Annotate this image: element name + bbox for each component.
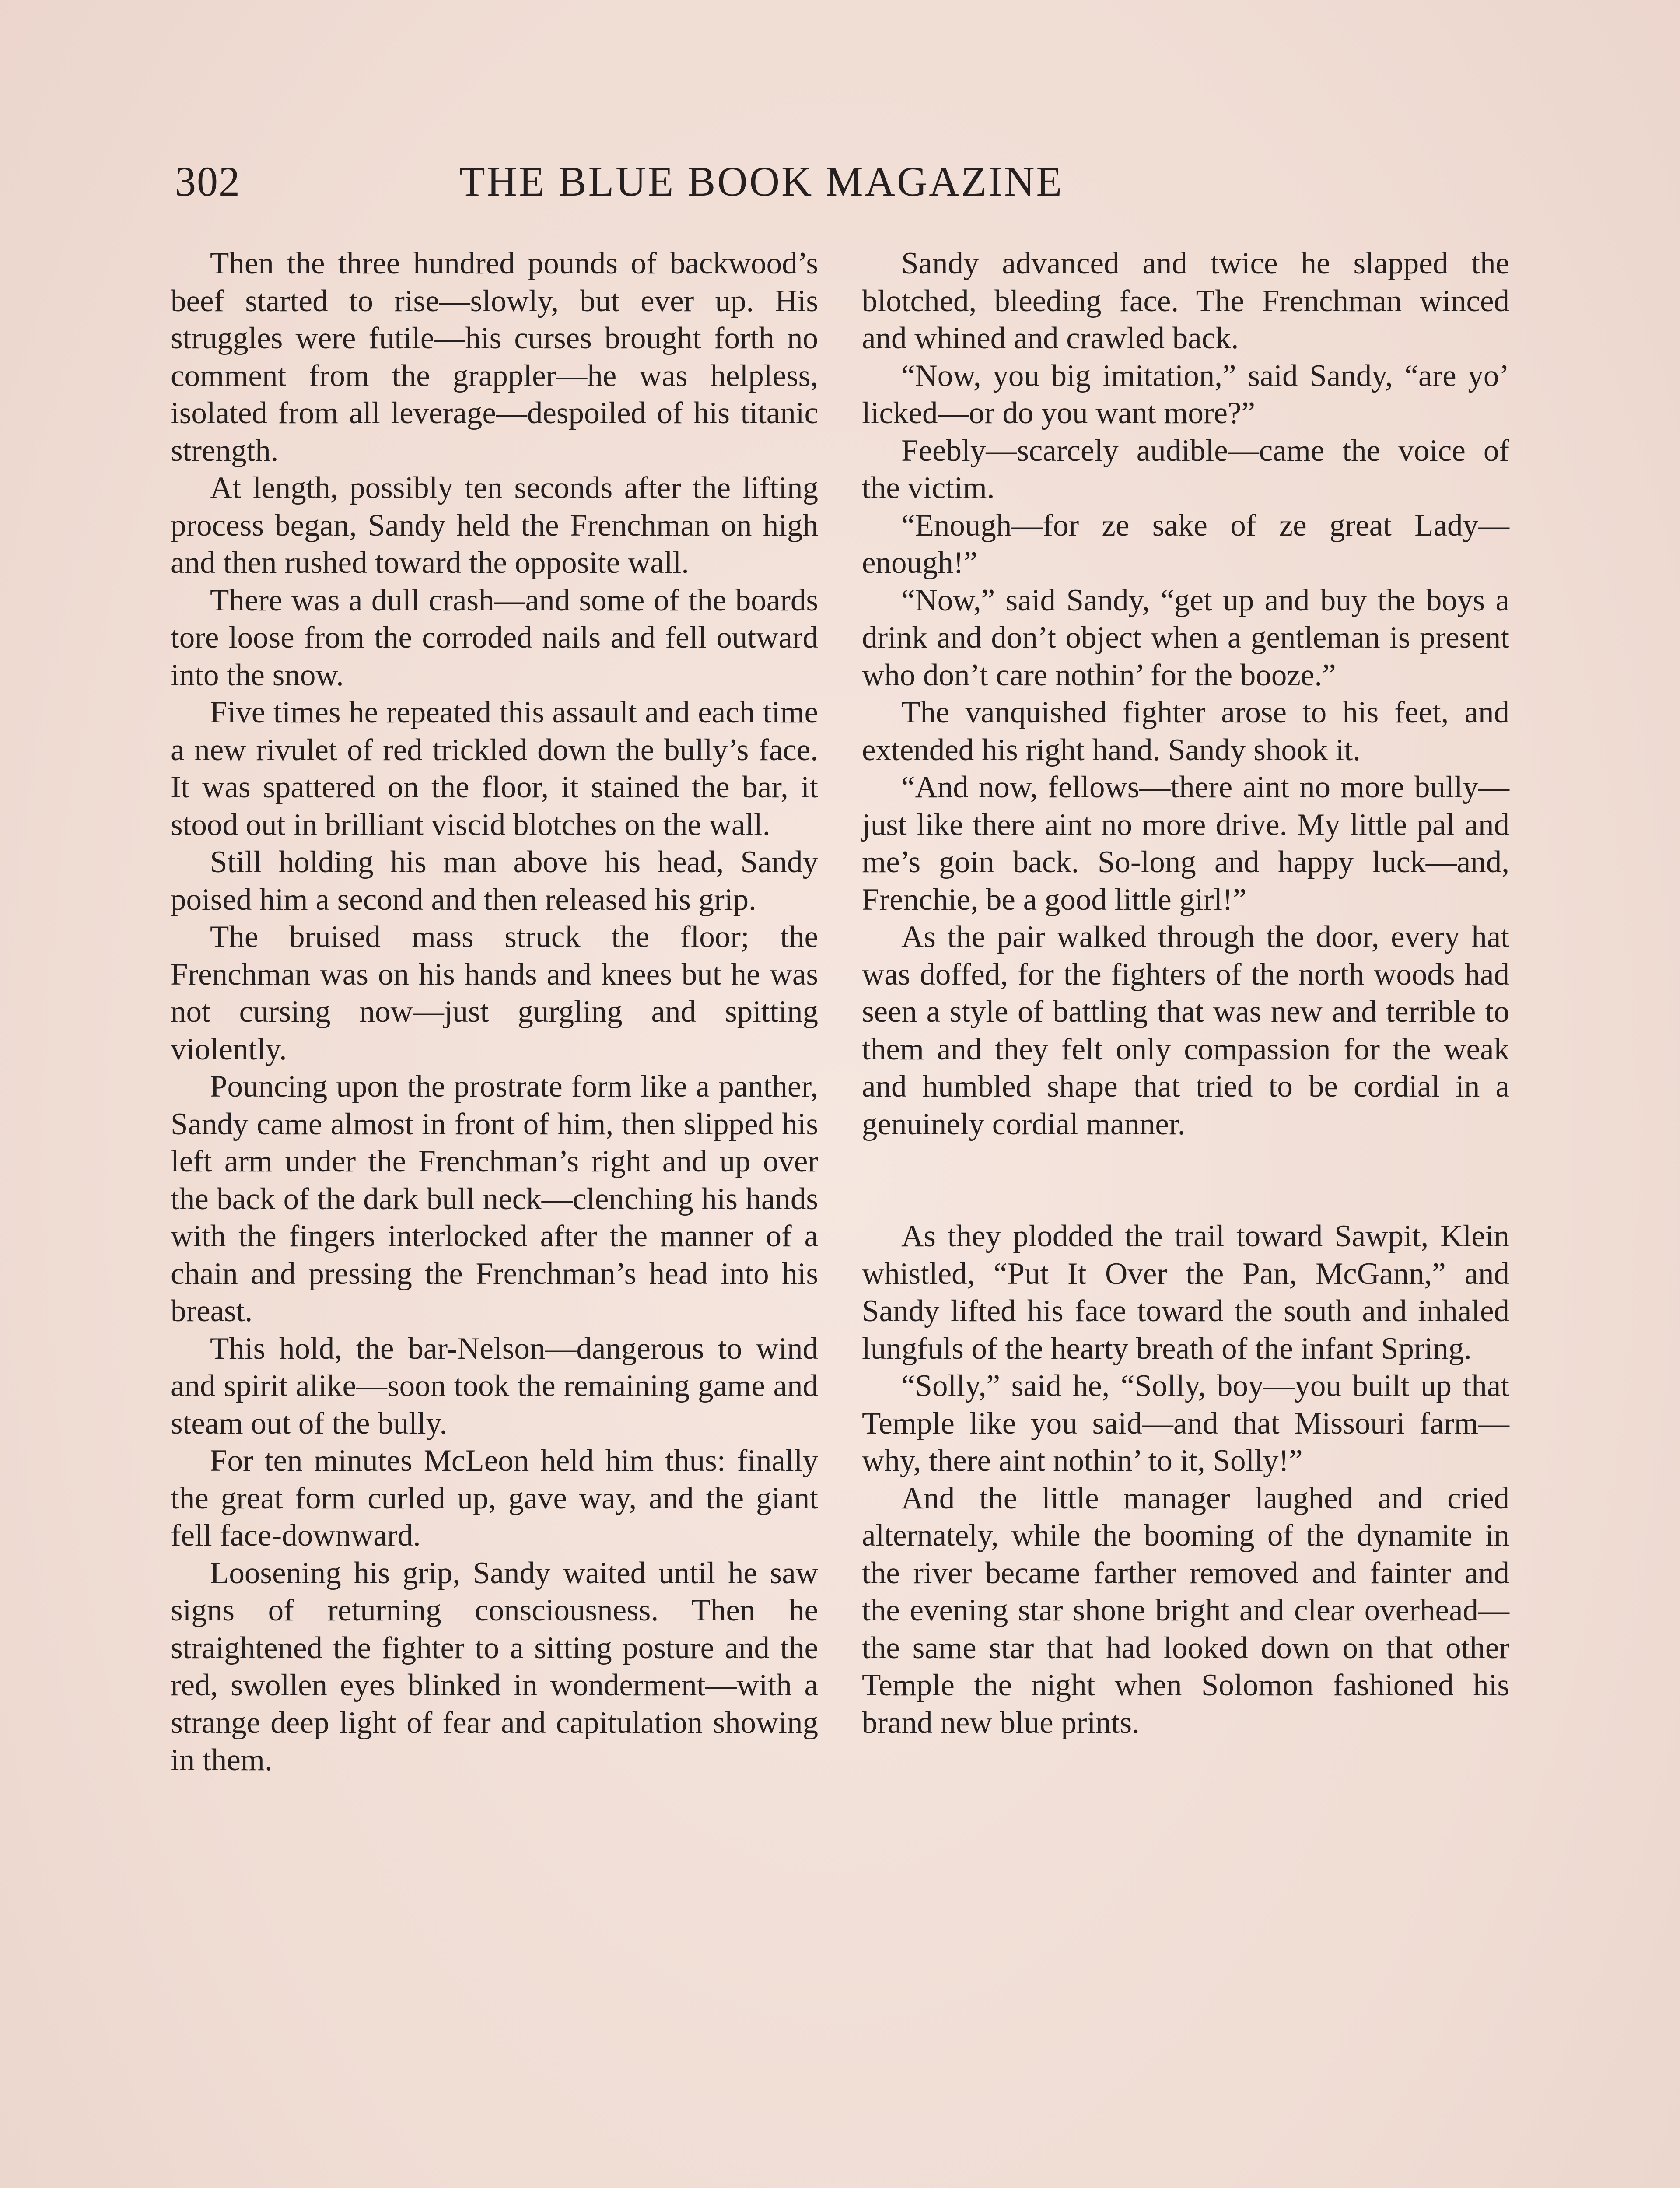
paragraph: This hold, the bar-Nelson—dangerous to wind and spirit alike—soon took the remaining game and steam out of the bully.	[171, 1331, 818, 1441]
paragraph: At length, possibly ten seconds after the lifting process began, Sandy held the Frenchman on high and then rushed toward the opposite wall.	[171, 471, 818, 580]
left-column	[171, 245, 818, 1779]
paragraph: “Solly,” said he, “Solly, boy—you built up that Temple like you said—and that Missouri farm—why, there aint nothin’ to it, Solly!”	[862, 1369, 1509, 1478]
right-column	[862, 245, 1509, 1742]
paragraph: “Enough—for ze sake of ze great Lady—enough!”	[862, 508, 1509, 580]
paragraph: As they plodded the trail toward Sawpit, Klein whistled, “Put It Over the Pan, McGann,” and Sandy lifted his face toward the south and inhaled lungfuls of the hearty breath of the infant Spring.	[862, 1219, 1509, 1366]
paragraph: Pouncing upon the prostrate form like a panther, Sandy came almost in front of him, then slipped his left arm under the Frenchman’s right and up over the back of the dark bull neck—clenching his hands with the fingers interlocked after the manner of a chain and pressing the Frenchman’s head into his breast.	[171, 1069, 818, 1328]
paragraph: There was a dull crash—and some of the boards tore loose from the corroded nails and fell outward into the snow.	[171, 583, 818, 692]
page-header	[175, 149, 1514, 214]
paragraph: For ten minutes McLeon held him thus: finally the great form curled up, gave way, and the giant fell face-downward.	[171, 1444, 818, 1553]
paragraph: And the little manager laughed and cried alternately, while the booming of the dynamite in the river became farther removed and fainter and the evening star shone bright and clear overhead—the same star that had looked down on that other Temple the night when Solomon fashioned his brand new blue prints.	[862, 1481, 1509, 1740]
paragraph: “Now,” said Sandy, “get up and buy the boys a drink and don’t object when a gentleman is present who don’t care nothin’ for the booze.”	[862, 583, 1509, 692]
paragraph: The bruised mass struck the floor; the Frenchman was on his hands and knees but he was not cursing now—just gurgling and spitting violently.	[171, 920, 818, 1066]
paragraph: As the pair walked through the door, every hat was doffed, for the fighters of the north woods had seen a style of battling that was new and terrible to them and they felt only compassion for the weak and humbled shape that tried to be cordial in a genuinely cordial manner.	[862, 920, 1509, 1141]
paragraph: Sandy advanced and twice he slapped the blotched, bleeding face. The Frenchman winced and whined and crawled back.	[862, 246, 1509, 355]
paragraph: “And now, fellows—there aint no more bully—just like there aint no more drive. My little pal and me’s goin back. So-long and happy luck—and, Frenchie, be a good little girl!”	[862, 770, 1509, 917]
magazine-title: THE BLUE BOOK MAGAZINE	[459, 158, 1064, 205]
paragraph: Loosening his grip, Sandy waited until he saw signs of returning consciousness. Then he straightened the fighter to a sitting posture and the red, swollen eyes blinked in wonderment—with a strange deep light of fear and capitulation showing in them.	[171, 1556, 818, 1777]
paragraph: Then the three hundred pounds of backwood’s beef started to rise—slowly, but ever up. His struggles were futile—his curses brought forth no comment from the grappler—he was helpless, isolated from all leverage—despoiled of his titanic strength.	[171, 246, 818, 468]
page-number: 302	[175, 158, 241, 205]
paragraph: The vanquished fighter arose to his feet, and extended his right hand. Sandy shook it.	[862, 695, 1509, 767]
paragraph: Feebly—scarcely audible—came the voice of the victim.	[862, 433, 1509, 505]
paragraph: “Now, you big imitation,” said Sandy, “are yo’ licked—or do you want more?”	[862, 358, 1509, 430]
paragraph: Still holding his man above his head, Sandy poised him a second and then released his grip.	[171, 845, 818, 917]
paragraph: Five times he repeated this assault and each time a new rivulet of red trickled down the bully’s face. It was spattered on the floor, it stained the bar, it stood out in brilliant viscid blotches on the wall.	[171, 695, 818, 842]
